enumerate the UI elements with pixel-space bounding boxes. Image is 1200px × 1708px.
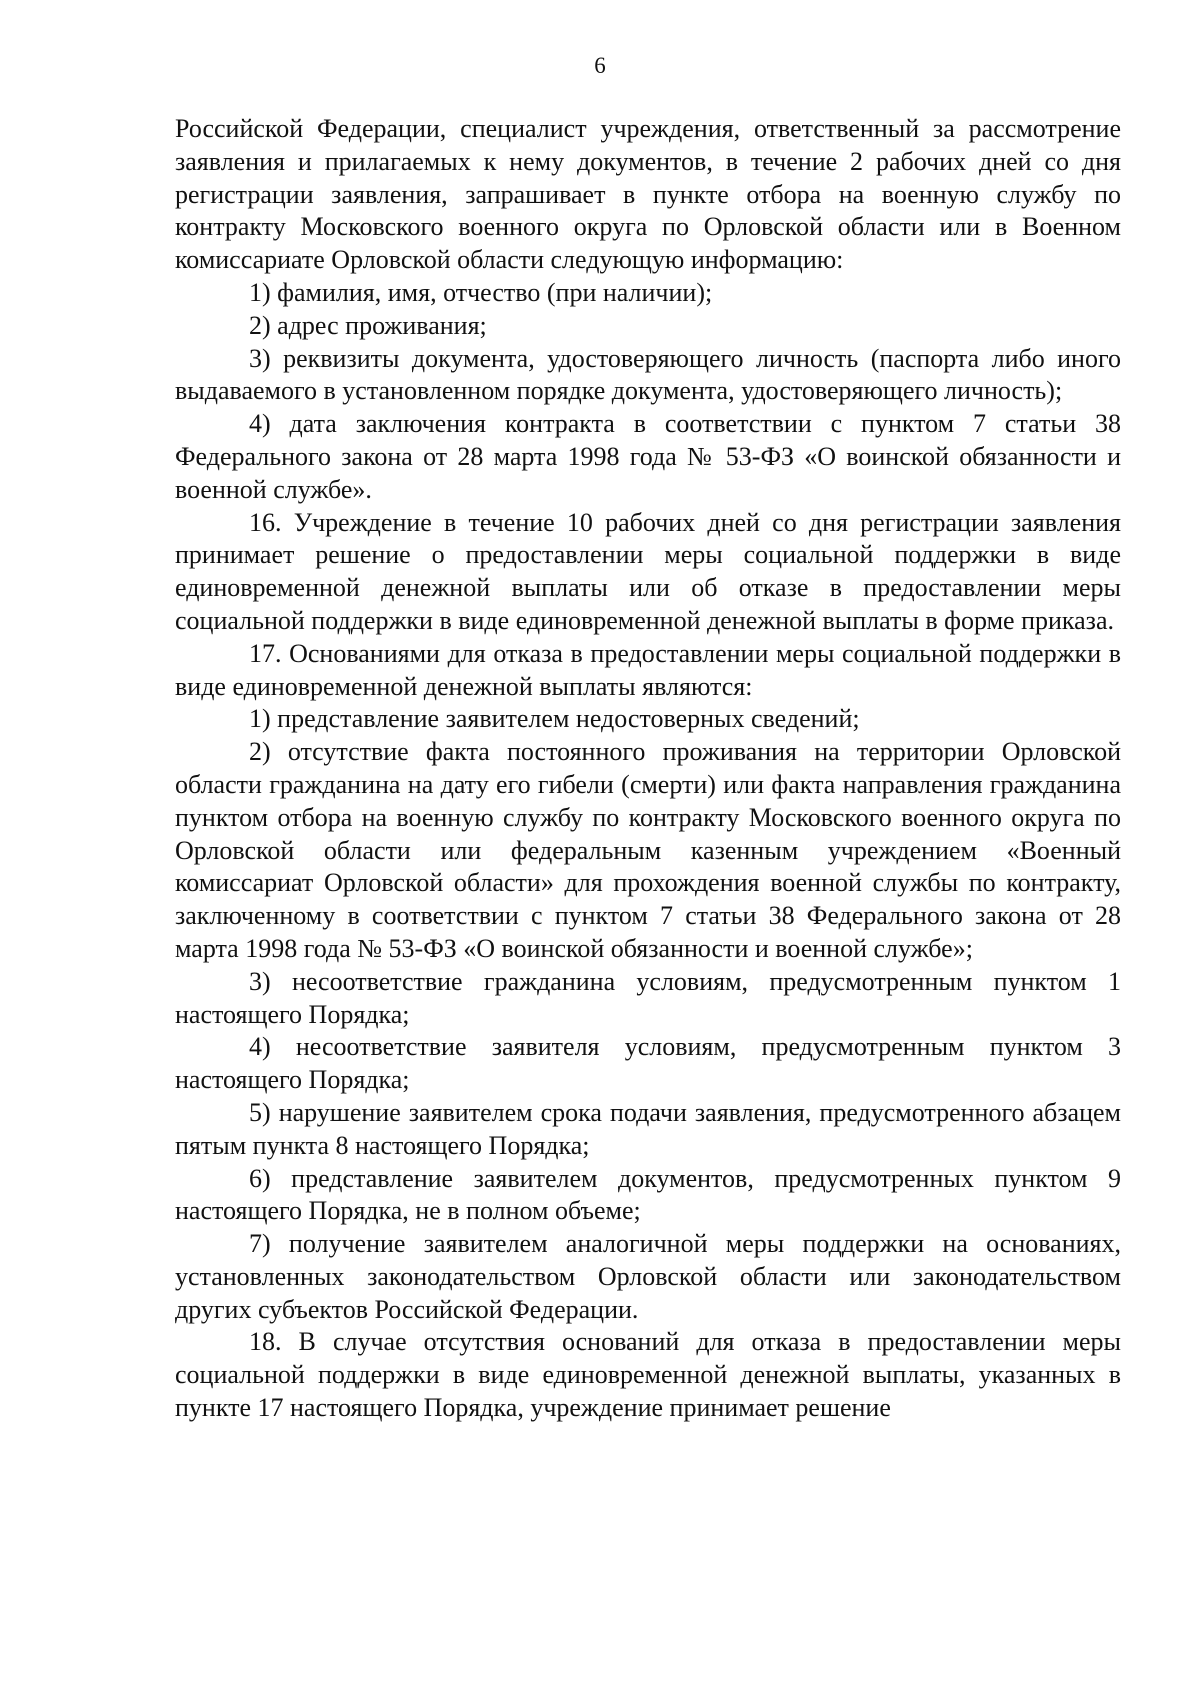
clause-17: 17. Основаниями для отказа в предоставлении меры социальной поддержки в виде единовременной денежной выплаты являются: xyxy=(175,638,1121,701)
refusal-ground-6: 6) представление заявителем документов, предусмотренных пунктом 9 настоящего Порядка, не в полном объеме; xyxy=(175,1163,1121,1226)
refusal-ground-5: 5) нарушение заявителем срока подачи заявления, предусмотренного абзацем пятым пункта 8 настоящего Порядка; xyxy=(175,1097,1121,1160)
refusal-ground-4: 4) несоответствие заявителя условиям, предусмотренным пунктом 3 настоящего Порядка; xyxy=(175,1032,1121,1095)
page-number: 6 xyxy=(594,53,606,78)
refusal-ground-3: 3) несоответствие гражданина условиям, предусмотренным пунктом 1 настоящего Порядка; xyxy=(175,966,1121,1029)
clause-16: 16. Учреждение в течение 10 рабочих дней со дня регистрации заявления принимает решение о предоставлении меры социальной поддержки в виде единовременной денежной выплаты или об отказе в предоставлении меры социальной поддержки в виде единовременной денежной выплаты в форме приказа. xyxy=(175,507,1121,635)
list-item-2: 2) адрес проживания; xyxy=(249,310,487,340)
paragraph-continuation: Российской Федерации, специалист учреждения, ответственный за рассмотрение заявления и прилагаемых к нему документов, в течение 2 рабочих дней со дня регистрации заявления, запрашивает в пункте отбора на военную службу по контракту Московского военного округа по Орловской области или в Военном комиссариате Орловской области следующую информацию: xyxy=(175,114,1121,275)
document-body xyxy=(175,113,1121,1425)
list-item-3: 3) реквизиты документа, удостоверяющего личность (паспорта либо иного выдаваемого в установленном порядке документа, удостоверяющего личность); xyxy=(175,343,1121,406)
clause-18: 18. В случае отсутствия оснований для отказа в предоставлении меры социальной поддержки в виде единовременной денежной выплаты, указанных в пункте 17 настоящего Порядка, учреждение принимает решение xyxy=(175,1327,1121,1423)
refusal-ground-1: 1) представление заявителем недостоверных сведений; xyxy=(249,704,860,734)
refusal-ground-7: 7) получение заявителем аналогичной меры поддержки на основаниях, установленных законодательством Орловской области или законодательством других субъектов Российской Федерации. xyxy=(175,1229,1121,1324)
list-item-1: 1) фамилия, имя, отчество (при наличии); xyxy=(249,277,713,307)
list-item-4: 4) дата заключения контракта в соответствии с пунктом 7 статьи 38 Федерального закона от 28 марта 1998 года № 53-ФЗ «О воинской обязанности и военной службе». xyxy=(175,409,1121,504)
refusal-ground-2: 2) отсутствие факта постоянного проживания на территории Орловской области гражданина на дату его гибели (смерти) или факта направления гражданина пунктом отбора на военную службу по контракту Московского военного округа по Орловской области или федеральным казенным учреждением «Военный комиссариат Орловской области» для прохождения военной службы по контракту, заключенному в соответствии с пунктом 7 статьи 38 Федерального закона от 28 марта 1998 года № 53-ФЗ «О воинской обязанности и военной службе»; xyxy=(175,737,1121,963)
